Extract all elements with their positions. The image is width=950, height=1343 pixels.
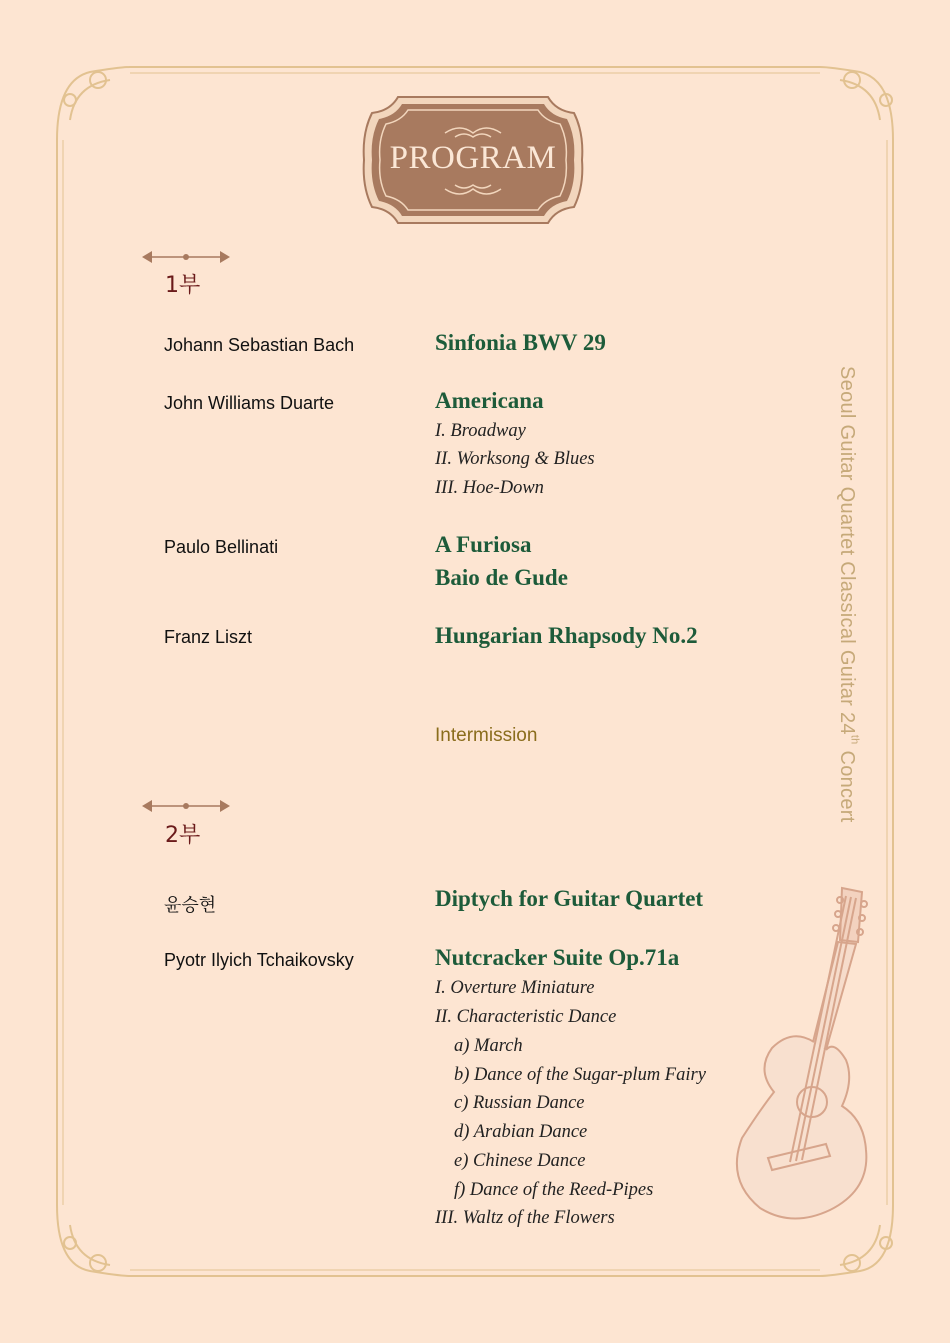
- movement: II. Worksong & Blues: [435, 449, 595, 469]
- work-title: Diptych for Guitar Quartet: [435, 886, 704, 911]
- concert-side-title: [835, 366, 861, 823]
- work-title: A Furiosa: [435, 532, 532, 557]
- side-title-main: Seoul Guitar Quartet Classical Guitar 24: [836, 366, 858, 735]
- guitar-icon: [730, 880, 880, 1225]
- part2-title: 2부: [165, 823, 201, 848]
- composer-name: Johann Sebastian Bach: [164, 335, 355, 355]
- movement: b) Dance of the Sugar-plum Fairy: [454, 1065, 706, 1085]
- work-title: Sinfonia BWV 29: [435, 330, 606, 355]
- movement: f) Dance of the Reed-Pipes: [454, 1180, 654, 1200]
- side-title-sup: th: [848, 734, 861, 745]
- work-title: Americana: [435, 388, 544, 413]
- movement: c) Russian Dance: [454, 1093, 585, 1113]
- composer-name: John Williams Duarte: [164, 393, 335, 413]
- movement: II. Characteristic Dance: [435, 1007, 617, 1027]
- movement: I. Broadway: [435, 421, 526, 441]
- movement: I. Overture Miniature: [435, 978, 595, 998]
- movement: d) Arabian Dance: [454, 1122, 588, 1142]
- work-title: Hungarian Rhapsody No.2: [435, 623, 698, 648]
- composer-name: Pyotr Ilyich Tchaikovsky: [164, 950, 354, 970]
- composer-name: Franz Liszt: [164, 627, 253, 647]
- corner-ornament-icon: [57, 1205, 130, 1276]
- work-title: Nutcracker Suite Op.71a: [435, 945, 680, 970]
- part-ornament-icon: [142, 799, 230, 813]
- work-title: Baio de Gude: [435, 565, 568, 590]
- composer-name: Paulo Bellinati: [164, 537, 279, 557]
- movement: a) March: [454, 1036, 523, 1056]
- composer-name: 윤승현: [164, 895, 217, 915]
- program-title: PROGRAM: [389, 140, 557, 176]
- movement: III. Hoe-Down: [435, 478, 544, 498]
- corner-ornament-icon: [57, 67, 130, 140]
- intermission-label: Intermission: [435, 725, 538, 746]
- corner-ornament-icon: [820, 67, 893, 140]
- movement: III. Waltz of the Flowers: [435, 1208, 615, 1228]
- side-title-end: Concert: [836, 744, 858, 823]
- movement: e) Chinese Dance: [454, 1151, 586, 1171]
- part1-title: 1부: [165, 273, 201, 298]
- part-ornament-icon: [142, 250, 230, 264]
